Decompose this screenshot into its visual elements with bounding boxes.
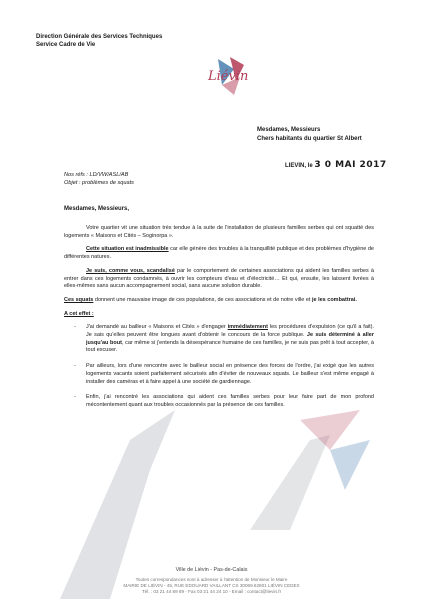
footer-contact [0,577,423,595]
logo-wordmark: Liévin [208,69,249,84]
recipient-detail: Chers habitants du quartier St Albert [257,135,362,142]
salutation: Mesdames, Messieurs, [64,206,130,212]
list-item: - J'ai demandé au bailleur « Maisons et Cités » d'engager immédiatement les procédures d'expulsion (ce qu'il a fait). Je sais qu'elles peuvent être longues avant d'obtenir le concours de la force publique. Je suis déterminé à aller jusqu'au bout, car même si j'entends la désespérance humaine de ces familles, je ne suis pas prêt à tout accepter, à tout excuser. [74,324,375,354]
letterhead [36,33,162,49]
subject-line: Objet : problèmes de squats [64,180,134,186]
service-name: Service Cadre de Vie [36,42,96,48]
list-item: - Enfin, j'ai rencontré les associations qui aident ces familles serbes pour leur faire part de mon profond mécontentement quant aux troubles occasionnés par la présence de ces familles. [74,394,374,408]
paragraph-intro: Votre quartier vit une situation très tendue à la suite de l'installation de plusieurs familles serbes qui ont squatté des logements « Maisons et Cités – Soginorpa ». [64,225,374,239]
date-prefix: LIEVIN, le [285,163,313,169]
paragraph-situation: Cette situation est inadmissible car elle génère des troubles à la tranquillité publique et des problèmes d'hygiène de différentes natures. [64,246,374,261]
footer-line: Toutes correspondances sont à adresser à l'attention de Monsieur le Maire [135,577,288,582]
city-logo [200,55,262,101]
paragraph-squats: Ces squats donnent une mauvaise image de ces populations, de ces associations et de notre ville et je les combattrai. [64,296,357,303]
reference-codes: Nos réfs : LD/VW/ASL/AB [64,172,129,178]
references [64,171,134,187]
date-value: 3 0 MAI 2017 [314,160,387,170]
letter-body [64,225,374,418]
paragraph-scandal: Je suis, comme vous, scandalisé par le comportement de certaines associations qui aident les familles serbes à entrer dans ces logements condamnés, à ouvrir les compteurs d'eau et d'électricité… Et qui, ensuite, les laissent livrées à elles-mêmes sans aucun accompagnement social, sans aucune solution durable. [64,267,374,290]
footer-phone: Tél. : 03 21 44 89 89 - Fax 03 21 44 24 10 - Email : contact@lievin.fr [141,589,282,594]
list-item: - Par ailleurs, lors d'une rencontre avec le bailleur social en présence des forces de l'ordre, j'ai exigé que les autres logements vacants soient parfaitement sécurisés afin d'éviter de nouveaux squats. Le bailleur s'est même engagé à installer des caméras et à faire appel à une société de gardiennage. [74,363,374,385]
footer-address: MAIRIE DE LIÉVIN - 45, RUE EDOUARD VAILLANT CS 30069 62801 LIÉVIN CEDEX [123,583,300,588]
recipient-block [257,126,362,143]
action-list [64,324,374,409]
department-name: Direction Générale des Services Techniques [36,34,163,40]
date-line [285,160,387,170]
action-heading: A cet effet : [64,310,94,317]
footer-city: Ville de Liévin - Pas-de-Calais [175,567,248,573]
recipient-line: Mesdames, Messieurs [257,127,321,133]
